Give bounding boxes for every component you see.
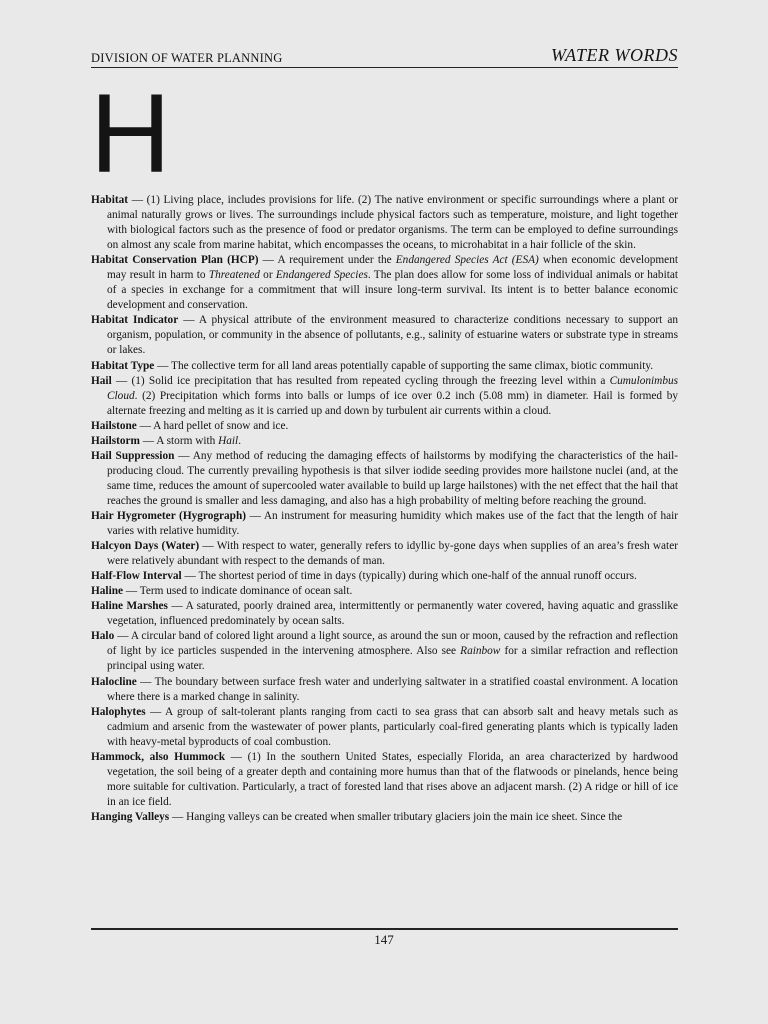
entry-term: Hanging Valleys — [91, 810, 170, 823]
entry-definition-text: A group of salt-tolerant plants ranging from cacti to sea grass that can absorb salt and heavy metals such as cadmium and arsenic from the wastewater of power plants, particularly coal-fired generating plants which is typically laden with heavy-metal byproducts of coal combustion. — [107, 705, 678, 748]
entry-term: Halocline — [91, 675, 137, 688]
em-dash: — — [128, 194, 147, 206]
glossary-entry — [91, 374, 678, 419]
entry-definition-text: Hanging valleys can be created when smaller tributary glaciers join the main ice sheet. Since the — [186, 810, 623, 823]
entry-definition-text: A storm with — [156, 434, 219, 447]
em-dash: — — [258, 254, 278, 267]
glossary-entry — [91, 359, 678, 374]
entry-definition-text: A circular band of colored light around a light source, as around the sun or moon, caused by the refraction and reflection of light by ice particles suspended in the intervening atmosphere. Also see — [107, 630, 679, 658]
entry-term: Hail Suppression — [91, 449, 175, 462]
em-dash: — — [136, 675, 155, 688]
em-dash: — — [111, 374, 132, 387]
glossary-entry — [91, 584, 678, 599]
entry-term: Habitat Type — [91, 359, 155, 372]
entry-term: Halcyon Days (Water) — [91, 540, 200, 553]
cross-reference-term: Rainbow — [460, 645, 501, 658]
running-header — [91, 44, 678, 68]
glossary-entry — [91, 253, 678, 313]
footer-divider — [91, 928, 678, 930]
entry-definition-text: With respect to water, generally refers to idyllic by-gone days when supplies of an area’s fresh water were relatively abundant with respect to the demands of man. — [107, 540, 678, 568]
entry-term: Habitat — [91, 194, 129, 206]
entry-term: Hammock, also Hummock — [91, 750, 225, 763]
cross-reference-term: Threatened — [208, 269, 260, 282]
entry-definition-text: A physical attribute of the environment measured to characterize conditions necessary to support an organism, population, or community in the absence of pollutants, e.g., salinity of estuarine waters or substrate type in streams or lakes. — [107, 314, 678, 357]
em-dash: — — [145, 705, 166, 718]
em-dash: — — [225, 750, 248, 763]
section-letter: H — [90, 71, 171, 196]
entry-definition-text: A requirement under the — [277, 254, 396, 267]
em-dash: — — [123, 585, 140, 598]
entry-definition-text: A saturated, poorly drained area, intermittently or permanently water covered, having aquatic and grasslike vegetation, influenced predominately by ocean salts. — [107, 600, 679, 628]
em-dash: — — [139, 434, 157, 447]
entry-definition-text: The collective term for all land areas potentially capable of supporting the same climax, biotic community. — [171, 359, 654, 372]
entry-definition-text: Term used to indicate dominance of ocean salt. — [139, 585, 353, 598]
entry-definition-text: when economic development may result in harm to — [107, 254, 678, 282]
entry-term: Habitat Conservation Plan (HCP) — [91, 254, 259, 267]
glossary-entry — [91, 599, 678, 629]
entry-definition-text: or — [259, 269, 276, 282]
entry-definition-text: . — [238, 434, 242, 447]
entry-term: Halo — [91, 630, 115, 643]
em-dash: — — [174, 449, 193, 462]
header-publication-title: WATER WORDS — [550, 45, 678, 65]
em-dash: — — [246, 509, 264, 522]
glossary-entry — [91, 675, 678, 705]
header-divider — [91, 67, 678, 68]
page-number: 147 — [374, 932, 394, 947]
entry-definition-text: . The plan does allow for some loss of individual animals or habitat of a species in exchange for a commitment that will insure long-term survival. Its intent is to better balance economic development and conservation. — [107, 269, 679, 312]
em-dash: — — [167, 600, 186, 613]
entry-definition-text: An instrument for measuring humidity which makes use of the fact that the length of hair varies with relative humidity. — [107, 509, 679, 538]
glossary-entry — [91, 539, 678, 569]
entry-definition-text: for a similar refraction and reflection principal using water. — [107, 645, 678, 673]
entry-term: Habitat Indicator — [91, 314, 179, 327]
glossary-entry — [91, 705, 678, 750]
entry-definition-text: The shortest period of time in days (typically) during which one-half of the annual runoff occurs. — [198, 570, 637, 583]
glossary-entry — [91, 313, 678, 358]
glossary-entry — [91, 509, 678, 539]
entry-term: Hailstorm — [91, 434, 140, 447]
em-dash: — — [169, 810, 187, 823]
entry-definition-text: (1) In the southern United States, especially Florida, an area characterized by hardwood vegetation, the soil being of a greater depth and containing more humus than that of the flatwoods or pinelands, hence being more suitable for cultivation. Particularly, a tract of forested land that rises above an adjacent marsh. (2) A ridge or hill of ice in an ice field. — [107, 750, 679, 808]
glossary-entry — [91, 449, 678, 509]
entry-definition-text: . (2) Precipitation which forms into balls or lumps of ice over 0.2 inch (5.08 mm) in diameter. Hail is formed by alternate freezing and melting as it is carried up and down by turbulent air currents within a cloud. — [107, 389, 678, 417]
em-dash: — — [154, 359, 172, 372]
em-dash: — — [136, 419, 154, 432]
entry-term: Haline Marshes — [91, 600, 168, 613]
cross-reference-term: Hail — [218, 434, 239, 447]
header-division-title: DIVISION OF WATER PLANNING — [91, 51, 283, 65]
entry-term: Half-Flow Interval — [91, 570, 182, 583]
entry-definition-text: (1) Living place, includes provisions for life. (2) The native environment or specific surroundings where a plant or animal naturally grows or lives. The surroundings include physical factors such as temperature, moisture, and light together with biological factors such as the presence of food or predator organisms. The term can be employed to define surroundings on almost any scale from marine habitat, which encompasses the oceans, to microhabitat in a hair follicle of the skin. — [107, 194, 678, 252]
entry-term: Hailstone — [91, 419, 137, 432]
entry-definition-text: A hard pellet of snow and ice. — [153, 419, 289, 432]
em-dash: — — [199, 540, 217, 553]
entry-term: Haline — [91, 585, 124, 598]
glossary-entry — [91, 629, 678, 674]
entry-term: Halophytes — [91, 705, 146, 718]
entry-definition-text: (1) Solid ice precipitation that has resulted from repeated cycling through the freezing level within a — [131, 374, 610, 387]
entry-term: Hair Hygrometer (Hygrograph) — [91, 509, 247, 522]
cross-reference-term: Endangered Species — [275, 269, 368, 282]
glossary-entry — [91, 810, 678, 825]
em-dash: — — [178, 314, 199, 327]
cross-reference-term: Endangered Species Act (ESA) — [395, 254, 539, 267]
glossary-entry — [91, 569, 678, 584]
glossary-entry — [91, 750, 678, 810]
glossary-entries — [91, 193, 678, 825]
glossary-entry — [91, 193, 678, 253]
entry-definition-text: The boundary between surface fresh water and underlying saltwater in a stratified coastal environment. A location where there is a marked change in salinity. — [107, 675, 678, 703]
glossary-entry — [91, 419, 678, 434]
em-dash: — — [181, 570, 199, 583]
cross-reference-term: Cumulonimbus Cloud — [107, 374, 679, 402]
entry-term: Hail — [91, 374, 112, 387]
em-dash: — — [114, 630, 131, 643]
entry-definition-text: Any method of reducing the damaging effects of hailstorms by modifying the characteristics of the hail-producing cloud. The currently prevailing hypothesis is that silver iodide seeding provides more hailstone nuclei (and, at the same time, reduces the amount of supercooled water available to build up large hailstones) with the net effect that the hail that reaches the ground is smaller and less damaging, and also has a high probability of melting before reaching the ground. — [107, 449, 679, 507]
glossary-entry — [91, 434, 678, 449]
